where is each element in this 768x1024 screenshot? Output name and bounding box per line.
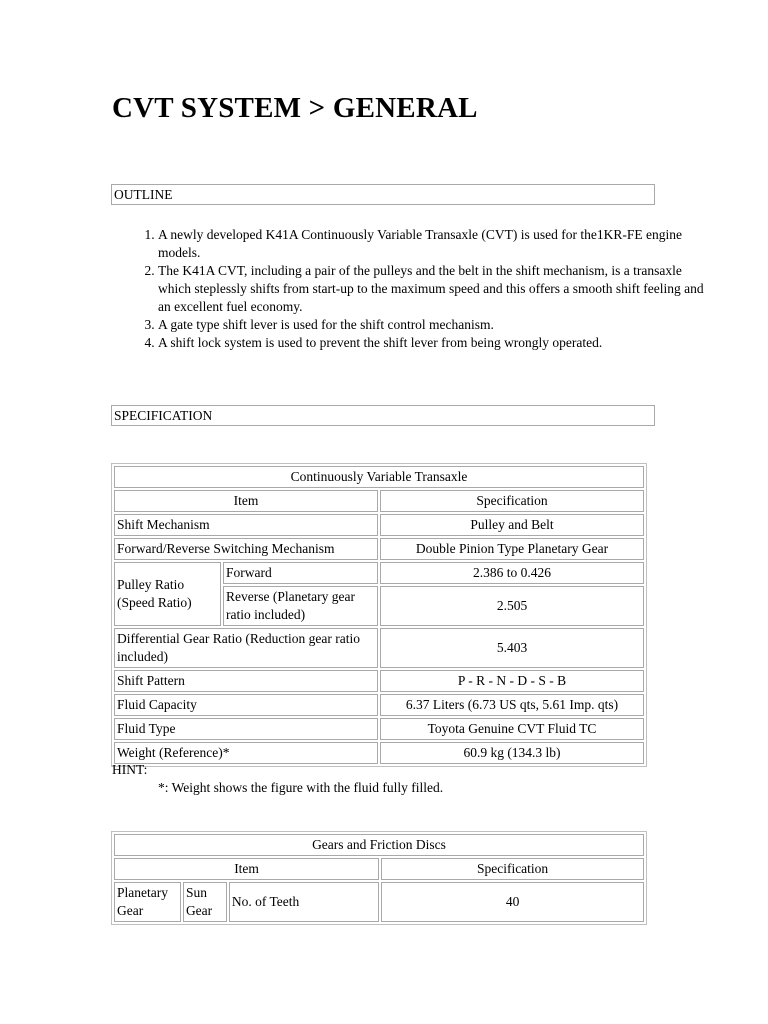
- table-cell: Planetary Gear: [114, 882, 181, 922]
- table-cell: 2.505: [380, 586, 644, 626]
- outline-list: [112, 226, 718, 352]
- list-item: 4. A shift lock system is used to prevent the shift lever from being wrongly operated.: [158, 334, 718, 352]
- table-caption: Gears and Friction Discs: [114, 834, 644, 856]
- page-title: CVT SYSTEM > GENERAL: [112, 92, 478, 124]
- column-header-specification: Specification: [380, 490, 644, 512]
- table-cell: 5.403: [380, 628, 644, 668]
- cvt-spec-table: [111, 463, 647, 767]
- table-cell: Reverse (Planetary gear ratio included): [223, 586, 378, 626]
- table-row: [114, 628, 644, 668]
- table-cell: Shift Pattern: [114, 670, 378, 692]
- table-cell: Fluid Type: [114, 718, 378, 740]
- table-cell: Forward/Reverse Switching Mechanism: [114, 538, 378, 560]
- table-row: [114, 562, 644, 584]
- table-cell: Sun Gear: [183, 882, 227, 922]
- table-cell: 6.37 Liters (6.73 US qts, 5.61 Imp. qts): [380, 694, 644, 716]
- table-cell: P - R - N - D - S - B: [380, 670, 644, 692]
- table-cell: 2.386 to 0.426: [380, 562, 644, 584]
- table-cell: Pulley and Belt: [380, 514, 644, 536]
- hint-label: HINT:: [112, 762, 148, 777]
- table-caption-row: [114, 466, 644, 488]
- list-item: 1. A newly developed K41A Continuously Variable Transaxle (CVT) is used for the1KR-FE engine models.: [158, 226, 718, 262]
- table-cell: Double Pinion Type Planetary Gear: [380, 538, 644, 560]
- column-header-item: Item: [114, 858, 379, 880]
- gears-spec-table: [111, 831, 647, 925]
- hint-note: *: Weight shows the figure with the fluid fully filled.: [158, 780, 444, 795]
- list-item: 2. The K41A CVT, including a pair of the pulleys and the belt in the shift mechanism, is a transaxle which steplessly shifts from start-up to the maximum speed and this offers a smooth shift feeling and an excellent fuel economy.: [158, 262, 718, 316]
- table-cell: Shift Mechanism: [114, 514, 378, 536]
- table-row: [114, 718, 644, 740]
- table-header-row: [114, 490, 644, 512]
- table-cell: Fluid Capacity: [114, 694, 378, 716]
- table-cell: 60.9 kg (134.3 lb): [380, 742, 644, 764]
- list-item: 3. A gate type shift lever is used for the shift control mechanism.: [158, 316, 718, 334]
- table-cell: No. of Teeth: [229, 882, 379, 922]
- table-row: [114, 538, 644, 560]
- column-header-specification: Specification: [381, 858, 644, 880]
- table-cell: Pulley Ratio (Speed Ratio): [114, 562, 221, 626]
- table-row: [114, 670, 644, 692]
- table-row: [114, 694, 644, 716]
- table-cell: Forward: [223, 562, 378, 584]
- table-cell: Differential Gear Ratio (Reduction gear ratio included): [114, 628, 378, 668]
- table-cell: Toyota Genuine CVT Fluid TC: [380, 718, 644, 740]
- section-header-outline: OUTLINE: [111, 184, 655, 205]
- table-row: [114, 514, 644, 536]
- table-row: [114, 742, 644, 764]
- table-caption: Continuously Variable Transaxle: [114, 466, 644, 488]
- table-cell: 40: [381, 882, 644, 922]
- table-caption-row: [114, 834, 644, 856]
- table-header-row: [114, 858, 644, 880]
- section-header-specification: SPECIFICATION: [111, 405, 655, 426]
- table-cell: Weight (Reference)*: [114, 742, 378, 764]
- table-row: [114, 882, 644, 922]
- column-header-item: Item: [114, 490, 378, 512]
